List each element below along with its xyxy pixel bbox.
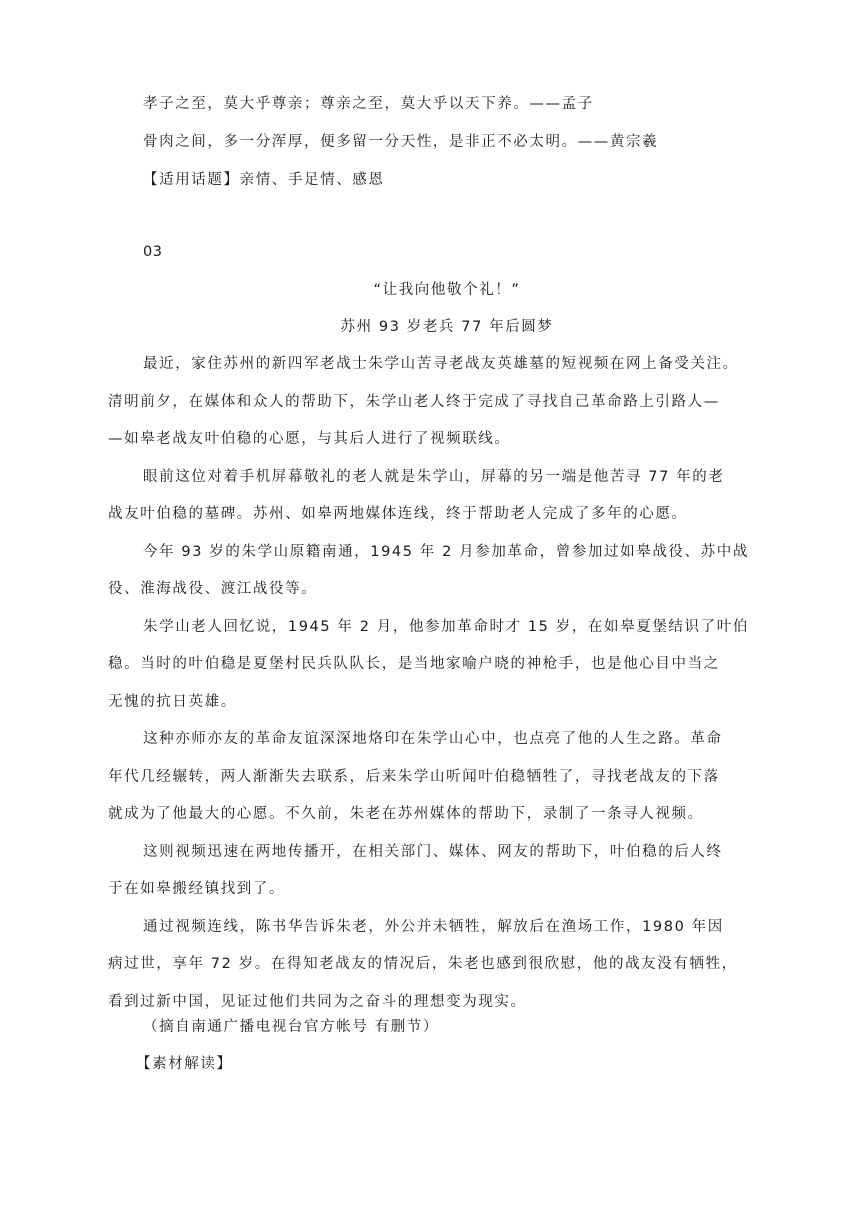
paragraph-line: 于在如皋搬经镇找到了。 [108, 881, 286, 897]
paragraph-line: 战友叶伯稳的墓碑。苏州、如皋两地媒体连线，终于帮助老人完成了多年的心愿。 [108, 506, 688, 522]
article-subtitle: 苏州 93 岁老兵 77 年后圆梦 [340, 319, 554, 335]
paragraph-line: 朱学山老人回忆说，1945 年 2 月，他参加革命时才 15 岁，在如皋夏堡结识了叶伯 [143, 619, 749, 635]
paragraph-line: 今年 93 岁的朱学山原籍南通，1945 年 2 月参加革命，曾参加过如皋战役、苏中战 [143, 544, 749, 560]
paragraph-line: 役、淮海战役、渡江战役等。 [108, 581, 318, 597]
quote-huang-zongxi: 骨肉之间，多一分浑厚，便多留一分天性，是非正不必太明。——黄宗羲 [143, 134, 659, 150]
paragraph-line: —如皋老战友叶伯稳的心愿，与其后人进行了视频联线。 [108, 431, 511, 447]
paragraph-line: 通过视频连线，陈书华告诉朱老，外公并未牺牲，解放后在渔场工作，1980 年因 [143, 919, 724, 935]
material-interpretation-heading: 【素材解读】 [136, 1056, 233, 1072]
article-title: “让我向他敬个礼！” [373, 282, 521, 298]
section-number: 03 [143, 244, 163, 260]
quote-mencius: 孝子之至，莫大乎尊亲；尊亲之至，莫大乎以天下养。——孟子 [143, 96, 594, 112]
applicable-topics: 【适用话题】亲情、手足情、感恩 [143, 172, 385, 188]
paragraph-line: 年代几经辗转，两人渐渐失去联系，后来朱学山听闻叶伯稳牺牲了，寻找老战友的下落 [108, 769, 720, 785]
paragraph-line: 这种亦师亦友的革命友谊深深地烙印在朱学山心中，也点亮了他的人生之路。革命 [143, 731, 723, 747]
article-source: （摘自南通广播电视台官方帐号 有删节） [143, 1019, 440, 1035]
paragraph-line: 最近，家住苏州的新四军老战士朱学山苦寻老战友英雄墓的短视频在网上备受关注。 [143, 356, 739, 372]
paragraph-line: 无愧的抗日英雄。 [108, 694, 237, 710]
paragraph-line: 眼前这位对着手机屏幕敬礼的老人就是朱学山，屏幕的另一端是他苦寻 77 年的老 [143, 469, 725, 485]
paragraph-line: 这则视频迅速在两地传播开，在相关部门、媒体、网友的帮助下，叶伯稳的后人终 [143, 844, 723, 860]
paragraph-line: 病过世，享年 72 岁。在得知老战友的情况后，朱老也感到很欣慰，他的战友没有牺牲， [108, 956, 738, 972]
paragraph-line: 清明前夕，在媒体和众人的帮助下，朱学山老人终于完成了寻找自己革命路上引路人— [108, 394, 720, 410]
paragraph-line: 稳。当时的叶伯稳是夏堡村民兵队队长，是当地家喻户晓的神枪手，也是他心目中当之 [108, 656, 720, 672]
paragraph-line: 看到过新中国，见证过他们共同为之奋斗的理想变为现实。 [108, 994, 527, 1010]
paragraph-line: 就成为了他最大的心愿。不久前，朱老在苏州媒体的帮助下，录制了一条寻人视频。 [108, 806, 704, 822]
